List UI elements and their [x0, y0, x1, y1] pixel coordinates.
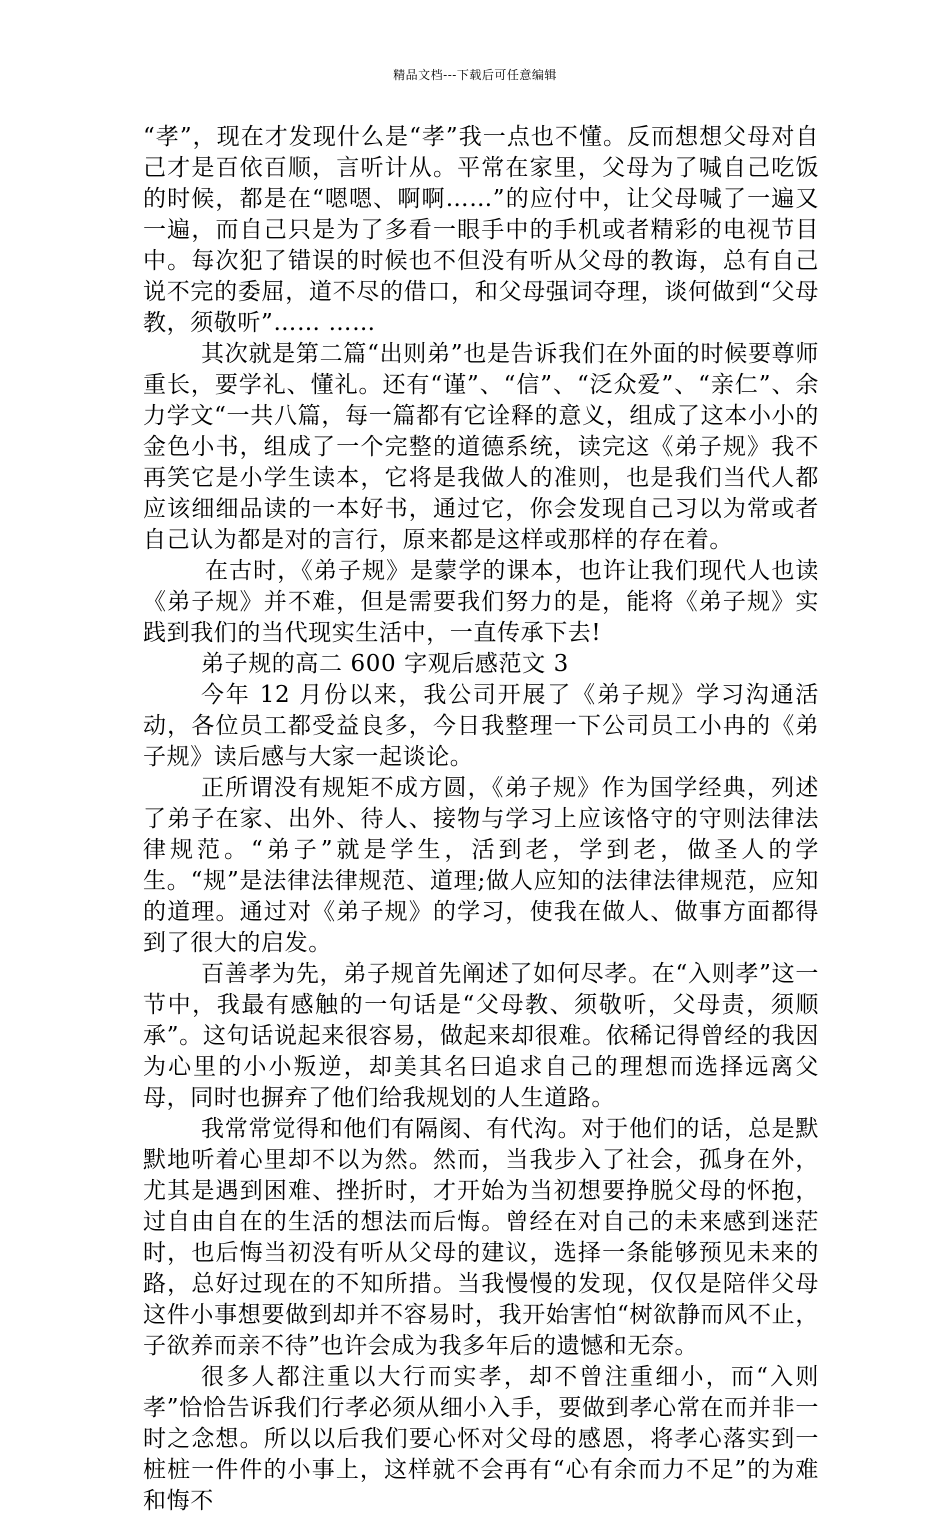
paragraph-8: 我常常觉得和他们有隔阂、有代沟。对于他们的话，总是默默地听着心里却不以为然。然而，当我步入了社会，孤身在外，尤其是遇到困难、挫折时，才开始为当初想要挣脱父母的怀抱，过自由自在的生活的想法而后悔。曾经在对自己的未来感到迷茫时，也后悔当初没有听从父母的建议，选择一条能够预见未来的路，总好过现在的不知所措。当我慢慢的发现，仅仅是陪伴父母这件小事想要做到却并不容易时，我开始害怕“树欲静而风不止，子欲养而亲不待”也许会成为我多年后的遗憾和无奈。 [143, 1116, 819, 1359]
paragraph-6: 正所谓没有规矩不成方圆，《弟子规》作为国学经典，列述了弟子在家、出外、待人、接物与学习上应该恪守的守则法律法律规范。“弟子”就是学生，活到老，学到老，做圣人的学生。“规”是法律法律规范、道理;做人应知的法律法律规范，应知的道理。通过对《弟子规》的学习，使我在做人、做事方面都得到了很大的启发。 [143, 775, 819, 956]
paragraph-3: 在古时，《弟子规》是蒙学的课本，也许让我们现代人也读《弟子规》并不难，但是需要我们努力的是，能将《弟子规》实践到我们的当代现实生活中，一直传承下去! [143, 558, 819, 646]
section-heading: 弟子规的高二 600 字观后感范文 3 [201, 651, 569, 677]
page-header: 精品文档---下载后可任意编辑 [393, 68, 557, 82]
document-body [143, 122, 819, 1517]
paragraph-5: 今年 12 月份以来，我公司开展了《弟子规》学习沟通活动，各位员工都受益良多，今日我整理一下公司员工小冉的《弟子规》读后感与大家一起谈论。 [143, 682, 819, 770]
paragraph-2: 其次就是第二篇“出则弟”也是告诉我们在外面的时候要尊师重长，要学礼、懂礼。还有“谨”、“信”、“泛众爱”、“亲仁”、余力学文“一共八篇，每一篇都有它诠释的意义，组成了这本小小的金色小书，组成了一个完整的道德系统，读完这《弟子规》我不再笑它是小学生读本，它将是我做人的准则，也是我们当代人都应该细细品读的一本好书，通过它，你会发现自己习以为常或者自己认为都是对的言行，原来都是这样或那样的存在着。 [143, 341, 819, 553]
paragraph-9: 很多人都注重以大行而实孝，却不曾注重细小，而“入则孝”恰恰告诉我们行孝必须从细小入手，要做到孝心常在而并非一时之念想。所以以后我们要心怀对父母的感恩，将孝心落实到一桩桩一件件的小事上，这样就不会再有“心有余而力不足”的为难和悔不 [143, 1364, 819, 1514]
paragraph-1: “孝”，现在才发现什么是“孝”我一点也不懂。反而想想父母对自己才是百依百顺，言听计从。平常在家里，父母为了喊自己吃饭的时候，都是在“嗯嗯、啊啊……”的应付中，让父母喊了一遍又一遍，而自己只是为了多看一眼手中的手机或者精彩的电视节目中。每次犯了错误的时候也不但没有听从父母的教诲，总有自己说不完的委屈，道不尽的借口，和父母强词夺理，谈何做到“父母教，须敬听”…… …… [143, 124, 819, 336]
paragraph-7: 百善孝为先，弟子规首先阐述了如何尽孝。在“入则孝”这一节中，我最有感触的一句话是“父母教、须敬听，父母责，须顺承”。这句话说起来很容易，做起来却很难。依稀记得曾经的我因为心里的小小叛逆，却美其名曰追求自己的理想而选择远离父母，同时也摒弃了他们给我规划的人生道路。 [143, 961, 819, 1111]
